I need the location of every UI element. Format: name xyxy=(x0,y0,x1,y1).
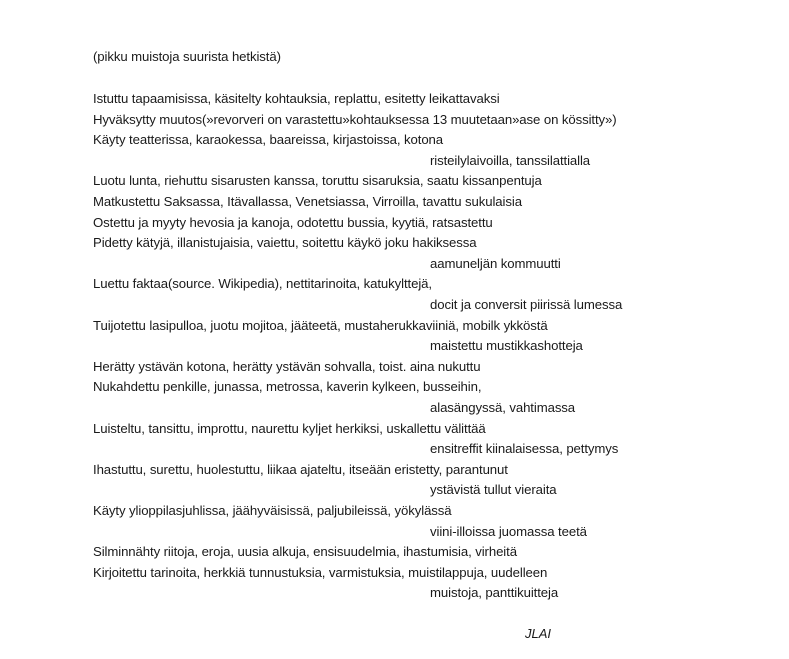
poem-line-continuation: viini-illoissa juomassa teetä xyxy=(430,523,587,539)
poem-line: Tuijotettu lasipulloa, juotu mojitoa, jääteetä, mustaherukkaviiniä, mobilk ykköstä xyxy=(93,317,548,333)
poem-line-continuation: ystävistä tullut vieraita xyxy=(430,482,557,498)
poem-line: Kirjoitettu tarinoita, herkkiä tunnustuksia, varmistuksia, muistilappuja, uudelleen xyxy=(93,564,548,580)
poem-line-continuation: aamuneljän kommuutti xyxy=(430,255,561,271)
poem-line: Herätty ystävän kotona, herätty ystävän sohvalla, toist. aina nukuttu xyxy=(93,358,481,374)
poem-line-continuation: risteilylaivoilla, tanssilattialla xyxy=(430,152,591,168)
poem-line-continuation: muistoja, panttikuitteja xyxy=(430,585,559,601)
poem-line: Luotu lunta, riehuttu sisarusten kanssa, toruttu sisaruksia, saatu kissanpentuja xyxy=(93,173,542,189)
signature: JLAI xyxy=(525,626,552,641)
poem-line: Ostettu ja myyty hevosia ja kanoja, odotettu bussia, kyytiä, ratsastettu xyxy=(93,214,493,230)
poem-line: Luisteltu, tansittu, improttu, naurettu kyljet herkiksi, uskallettu välittää xyxy=(93,420,486,436)
poem-line: Käyty teatterissa, karaokessa, baareissa, kirjastoissa, kotona xyxy=(93,132,444,148)
poem-line-continuation: maistettu mustikkashotteja xyxy=(430,338,583,354)
poem-line: Istuttu tapaamisissa, käsitelty kohtauksia, replattu, esitetty leikattavaksi xyxy=(93,91,500,106)
poem-line: Nukahdettu penkille, junassa, metrossa, kaverin kylkeen, busseihin, xyxy=(93,379,482,395)
poem-line-continuation: alasängyssä, vahtimassa xyxy=(430,400,576,415)
poem-line-continuation: ensitreffit kiinalaisessa, pettymys xyxy=(430,441,619,457)
poem-line-continuation: docit ja conversit piirissä lumessa xyxy=(430,297,623,312)
poem-line: Pidetty kätyjä, illanistujaisia, vaiettu, soitettu käykö joku hakiksessa xyxy=(93,235,477,251)
poem-line: Matkustettu Saksassa, Itävallassa, Venetsiassa, Virroilla, tavattu sukulaisia xyxy=(93,194,522,209)
poem-title: (pikku muistoja suurista hetkistä) xyxy=(93,49,281,64)
poem-line: Käyty ylioppilasjuhlissa, jäähyväisissä, paljubileissä, yökylässä xyxy=(93,503,452,518)
poem-line: Silminnähty riitoja, eroja, uusia alkuja, ensisuudelmia, ihastumisia, virheitä xyxy=(93,544,517,560)
poem-line: Hyväksytty muutos(»revorveri on varastettu»kohtauksessa 13 muutetaan»ase on kössitty») xyxy=(93,111,617,127)
poem-line: Ihastuttu, surettu, huolestuttu, liikaa ajateltu, itseään eristetty, parantunut xyxy=(93,461,508,477)
poem-line: Luettu faktaa(source. Wikipedia), nettitarinoita, katukylttejä, xyxy=(93,276,432,292)
